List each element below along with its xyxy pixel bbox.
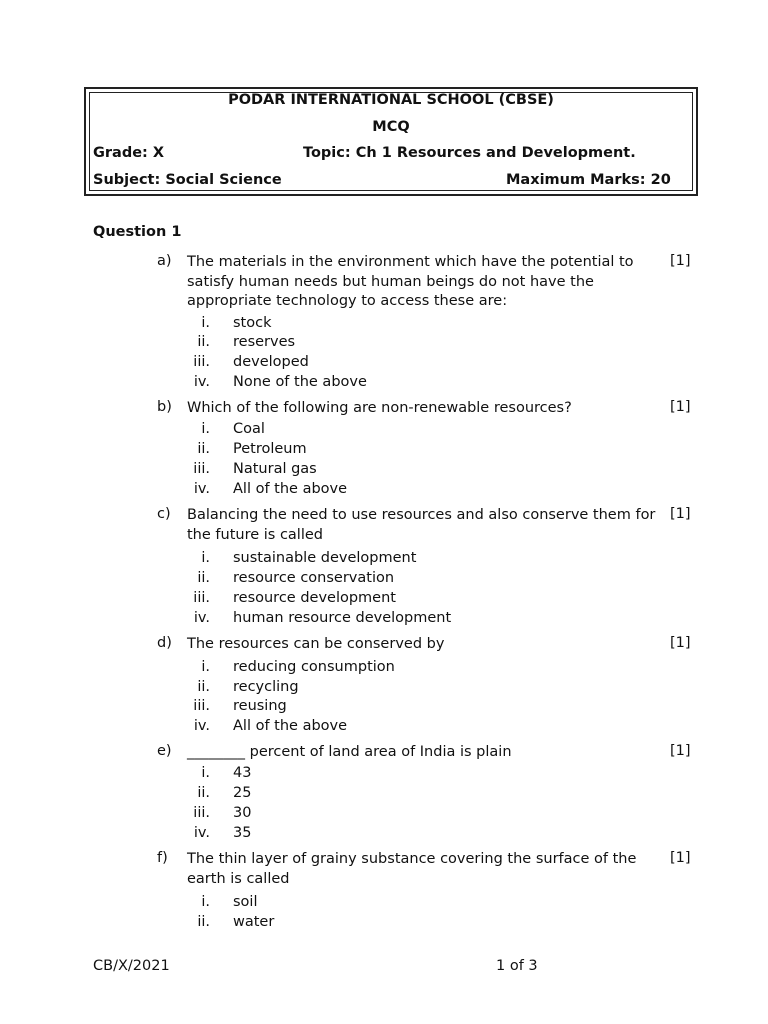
question-text: The resources can be conserved by — [187, 636, 445, 652]
option-number: ii. — [197, 914, 210, 930]
question-marks: [1] — [670, 635, 691, 651]
option-text: 35 — [233, 825, 252, 841]
question-text: The thin layer of grainy substance covering the surface of the earth is called — [187, 851, 637, 887]
option-number: ii. — [197, 334, 210, 350]
option-text: human resource development — [233, 610, 452, 626]
question-letter: e) — [157, 743, 172, 759]
option-number: i. — [201, 765, 210, 781]
option-text: 25 — [233, 785, 252, 801]
option-number: iv. — [193, 481, 210, 497]
maximum-marks: Maximum Marks: 20 — [506, 172, 671, 188]
subject: Subject: Social Science — [93, 172, 282, 188]
option-item — [0, 461, 768, 481]
option-item — [0, 441, 768, 461]
option-text: water — [233, 914, 275, 930]
option-item — [0, 315, 768, 335]
option-text: 43 — [233, 765, 252, 781]
option-item — [0, 334, 768, 354]
option-item — [0, 805, 768, 825]
option-number: i. — [201, 894, 210, 910]
option-text: 30 — [233, 805, 252, 821]
school-name: PODAR INTERNATIONAL SCHOOL (CBSE) — [228, 92, 554, 108]
option-text: None of the above — [233, 374, 367, 390]
option-number: iii. — [193, 354, 210, 370]
option-text: reducing consumption — [233, 659, 395, 675]
option-text: soil — [233, 894, 258, 910]
option-number: i. — [201, 421, 210, 437]
option-item — [0, 698, 768, 718]
option-item — [0, 590, 768, 610]
option-item — [0, 570, 768, 590]
question-marks: [1] — [670, 743, 691, 759]
option-number: iii. — [193, 461, 210, 477]
option-item — [0, 354, 768, 374]
option-number: i. — [201, 659, 210, 675]
option-item — [0, 825, 768, 845]
option-item — [0, 481, 768, 501]
option-number: iii. — [193, 805, 210, 821]
question-letter: c) — [157, 506, 171, 522]
option-item — [0, 374, 768, 394]
option-text: Coal — [233, 421, 265, 437]
option-text: All of the above — [233, 718, 348, 734]
option-number: iv. — [193, 718, 210, 734]
option-item — [0, 718, 768, 738]
question-letter: a) — [157, 253, 172, 269]
option-item — [0, 550, 768, 570]
question-marks: [1] — [670, 850, 691, 866]
option-text: reusing — [233, 698, 287, 714]
option-number: iii. — [193, 590, 210, 606]
option-number: i. — [201, 550, 210, 566]
paper-type: MCQ — [372, 119, 410, 135]
topic: Topic: Ch 1 Resources and Development. — [303, 145, 636, 161]
option-text: recycling — [233, 679, 299, 695]
question-letter: b) — [157, 399, 172, 415]
option-text: reserves — [233, 334, 296, 350]
option-item — [0, 914, 768, 934]
option-text: resource development — [233, 590, 396, 606]
page-number: 1 of 3 — [496, 958, 538, 974]
option-text: Petroleum — [233, 441, 307, 457]
option-number: iv. — [193, 610, 210, 626]
question-text: Which of the following are non-renewable resources? — [187, 400, 572, 416]
option-item — [0, 610, 768, 630]
question-marks: [1] — [670, 253, 691, 269]
option-number: ii. — [197, 570, 210, 586]
question-text: The materials in the environment which have the potential to satisfy human needs but human beings do not have the appropriate technology to access these are: — [187, 254, 634, 309]
option-number: ii. — [197, 441, 210, 457]
question-marks: [1] — [670, 399, 691, 415]
header-box — [84, 87, 698, 196]
question-marks: [1] — [670, 506, 691, 522]
option-text: stock — [233, 315, 272, 331]
grade: Grade: X — [93, 145, 165, 161]
option-number: ii. — [197, 785, 210, 801]
option-text: Natural gas — [233, 461, 317, 477]
question-letter: d) — [157, 635, 172, 651]
option-text: sustainable development — [233, 550, 417, 566]
option-item — [0, 679, 768, 699]
question-text: ________ percent of land area of India is plain — [187, 744, 512, 760]
option-number: ii. — [197, 679, 210, 695]
option-number: iii. — [193, 698, 210, 714]
footer-code: CB/X/2021 — [93, 958, 170, 974]
option-text: resource conservation — [233, 570, 395, 586]
question-text: Balancing the need to use resources and also conserve them for the future is called — [187, 507, 656, 543]
option-number: iv. — [193, 374, 210, 390]
question-letter: f) — [157, 850, 168, 866]
option-text: All of the above — [233, 481, 348, 497]
option-item — [0, 765, 768, 785]
option-number: iv. — [193, 825, 210, 841]
option-item — [0, 421, 768, 441]
option-item — [0, 785, 768, 805]
option-item — [0, 894, 768, 914]
option-number: i. — [201, 315, 210, 331]
option-item — [0, 659, 768, 679]
option-text: developed — [233, 354, 309, 370]
section-title: Question 1 — [93, 224, 182, 240]
